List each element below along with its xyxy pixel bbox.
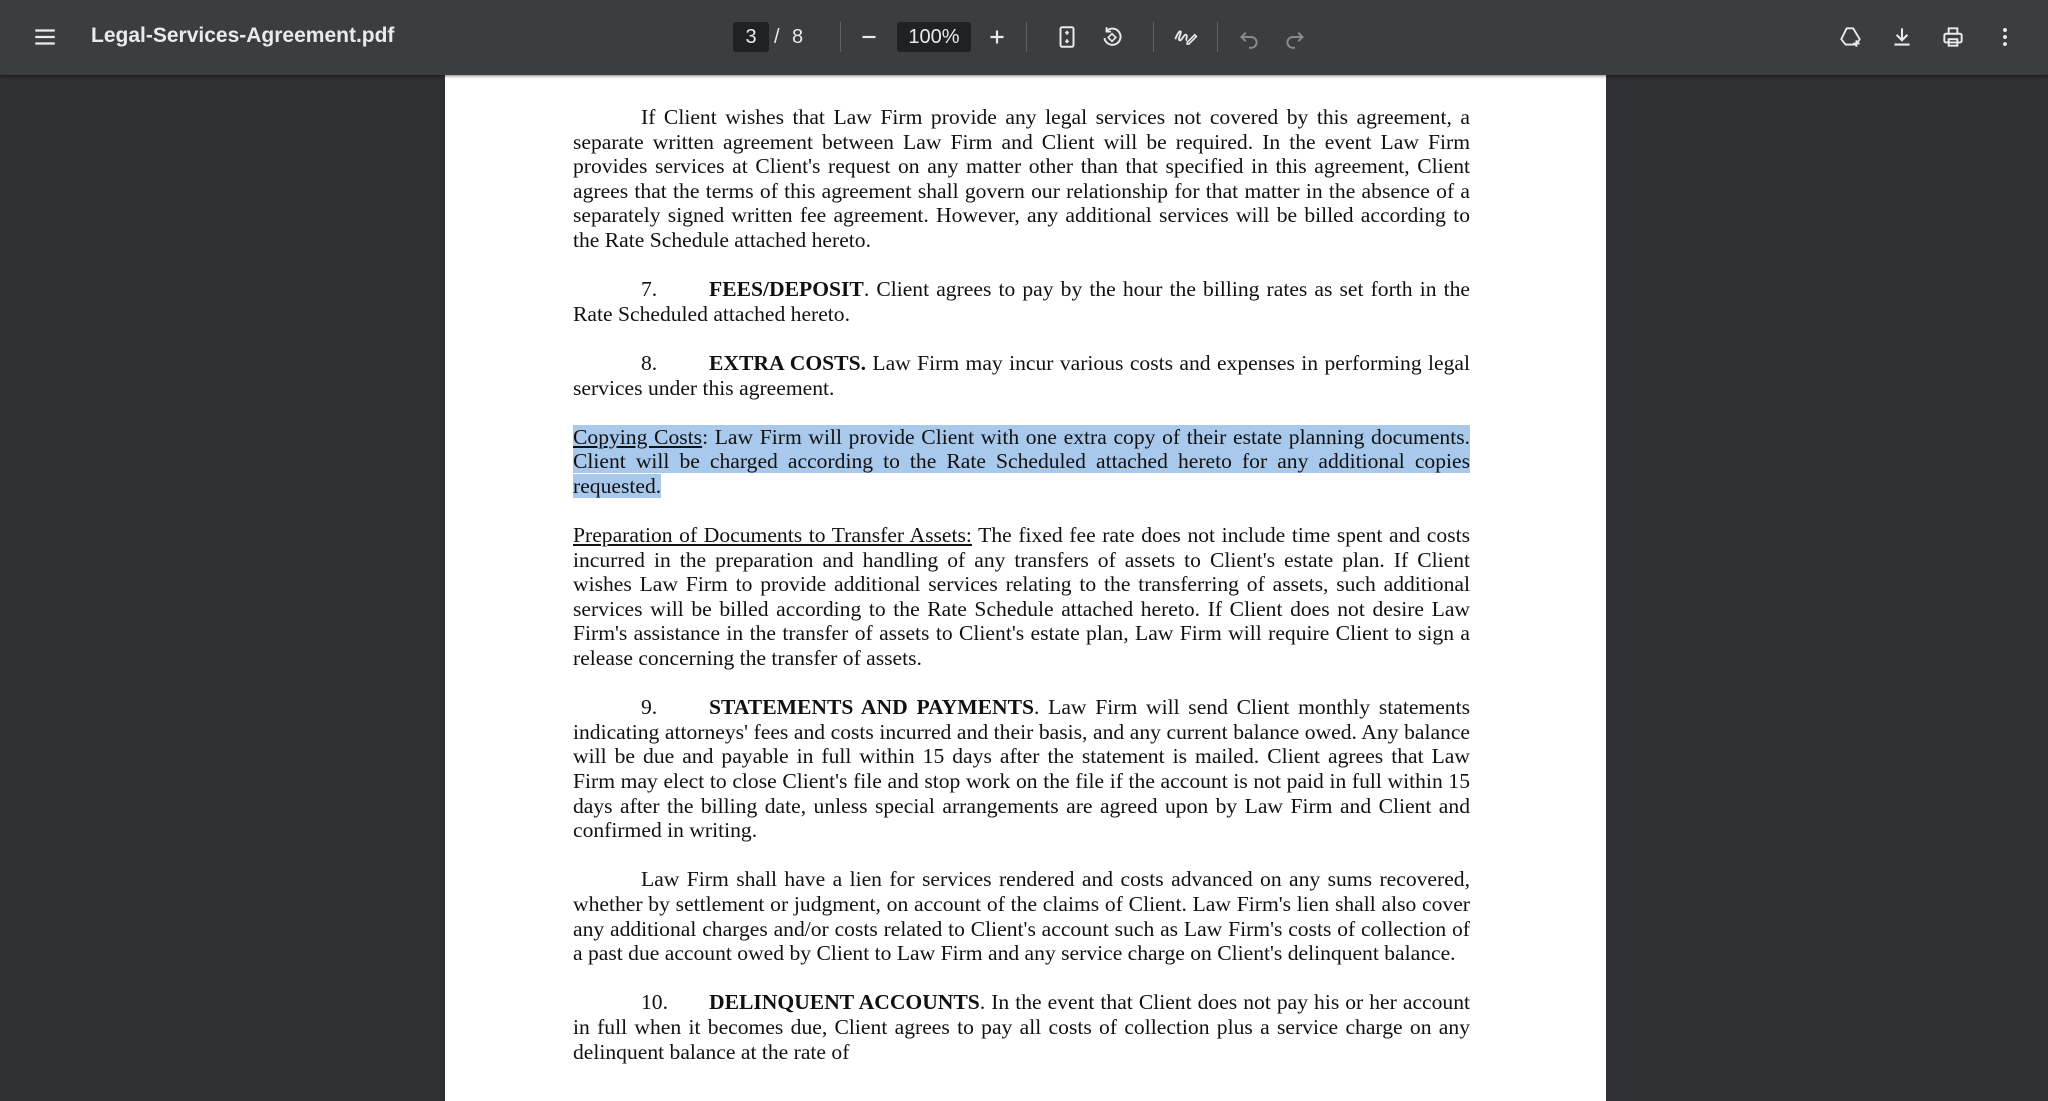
menu-button[interactable] [23, 15, 67, 59]
section-8-text: Law Firm may incur various costs and expenses in performing legal services under this agreement. [573, 350, 1470, 400]
paragraph-transfer-assets [573, 523, 1470, 671]
fit-page-icon [1054, 24, 1080, 50]
section-9-text: . Law Firm will send Client monthly statements indicating attorneys' fees and costs incurred and their basis, and any current balance owed. Any balance will be due and payable in full within 15 days after the statement is mailed. Client agrees that Law Firm may elect to close Client's file and stop work on the file if the account is not paid in full within 15 days after the billing date, unless special arrangements are agreed upon by Law Firm and Client and confirmed in writing. [573, 695, 1470, 843]
annotate-icon [1172, 24, 1198, 50]
copying-costs-heading: Copying Costs [573, 424, 703, 449]
section-8 [573, 351, 1470, 400]
undo-button[interactable] [1227, 15, 1271, 59]
document-title: Legal-Services-Agreement.pdf [91, 24, 395, 47]
zoom-out-button[interactable] [847, 15, 891, 59]
page-total: 8 [792, 26, 804, 48]
pdf-viewer[interactable] [0, 75, 2048, 1101]
save-to-drive-button[interactable] [1829, 15, 1873, 59]
paragraph-copying-costs [573, 425, 1470, 499]
toolbar-divider [1026, 22, 1027, 52]
section-10 [573, 990, 1470, 1064]
page-number-input[interactable]: 3 [733, 22, 769, 52]
drive-add-icon [1838, 24, 1864, 50]
transfer-assets-heading: Preparation of Documents to Transfer Assets: [573, 523, 972, 548]
print-icon [1940, 24, 1966, 50]
section-10-number: 10. [641, 990, 668, 1015]
rotate-button[interactable] [1090, 15, 1134, 59]
pdf-page[interactable] [445, 75, 1606, 1101]
page-separator: / [774, 26, 780, 48]
section-9-heading: STATEMENTS AND PAYMENTS [709, 695, 1035, 720]
section-7 [573, 277, 1470, 326]
paragraph-additional-services: If Client wishes that Law Firm provide any legal services not covered by this agreement, a separate written agreement between Law Firm and Client will be required. In the event Law Firm provides services at Client's request on any matter other than that specified in this agreement, Client agrees that the terms of this agreement shall govern our relationship for that matter in the absence of a separately signed written fee agreement. However, any additional services will be billed according to the Rate Schedule attached hereto. [573, 105, 1470, 252]
zoom-in-button[interactable] [975, 15, 1019, 59]
section-7-heading: FEES/DEPOSIT [709, 277, 864, 302]
download-icon [1889, 24, 1915, 50]
section-10-text: . In the event that Client does not pay his or her account in full when it becomes due, Client agrees to pay all costs of collection plus a service charge on any delinquent balance at the rate of [573, 990, 1470, 1064]
more-options-button[interactable] [1983, 15, 2027, 59]
section-8-heading: EXTRA COSTS. [709, 350, 866, 375]
section-10-heading: DELINQUENT ACCOUNTS [709, 990, 980, 1015]
section-9 [573, 695, 1470, 843]
print-button[interactable] [1931, 15, 1975, 59]
annotate-button[interactable] [1163, 15, 1207, 59]
toolbar-divider [1217, 22, 1218, 52]
pdf-toolbar [0, 0, 2048, 75]
section-7-text: . Client agrees to pay by the hour the billing rates as set forth in the Rate Scheduled attached hereto. [573, 277, 1470, 326]
more-vert-icon [1992, 24, 2018, 50]
download-button[interactable] [1880, 15, 1924, 59]
undo-icon [1236, 24, 1262, 50]
toolbar-divider [1153, 22, 1154, 52]
copying-costs-text: : Law Firm will provide Client with one extra copy of their estate planning documents. Client will be charged according to the Rate Scheduled attached hereto for any additional copies requested. [573, 424, 1470, 498]
fit-page-button[interactable] [1045, 15, 1089, 59]
zoom-input[interactable]: 100% [897, 22, 971, 52]
section-8-number: 8. [641, 350, 658, 375]
rotate-icon [1099, 24, 1125, 50]
menu-icon [32, 24, 58, 50]
paragraph-lien: Law Firm shall have a lien for services rendered and costs advanced on any sums recovered, whether by settlement or judgment, on account of the claims of Client. Law Firm's lien shall also cover any additional charges and/or costs related to Client's account such as Law Firm's costs of collection of a past due account owed by Client to Law Firm and any service charge on Client's delinquent balance. [573, 867, 1470, 966]
transfer-assets-text: The fixed fee rate does not include time spent and costs incurred in the preparation and handling of any transfers of assets to Client's estate plan. If Client wishes Law Firm to provide additional services relating to the transferring of assets, such additional services will be billed according to the Rate Schedule attached hereto. If Client does not desire Law Firm's assistance in the transfer of assets to Client's estate plan, Law Firm will require Client to sign a release concerning the transfer of assets. [573, 523, 1470, 671]
section-7-number: 7. [641, 277, 658, 302]
redo-icon [1282, 24, 1308, 50]
redo-button[interactable] [1273, 15, 1317, 59]
section-9-number: 9. [641, 695, 658, 720]
page-content [573, 105, 1470, 1089]
plus-icon [984, 24, 1010, 50]
toolbar-divider [840, 22, 841, 52]
minus-icon [856, 24, 882, 50]
